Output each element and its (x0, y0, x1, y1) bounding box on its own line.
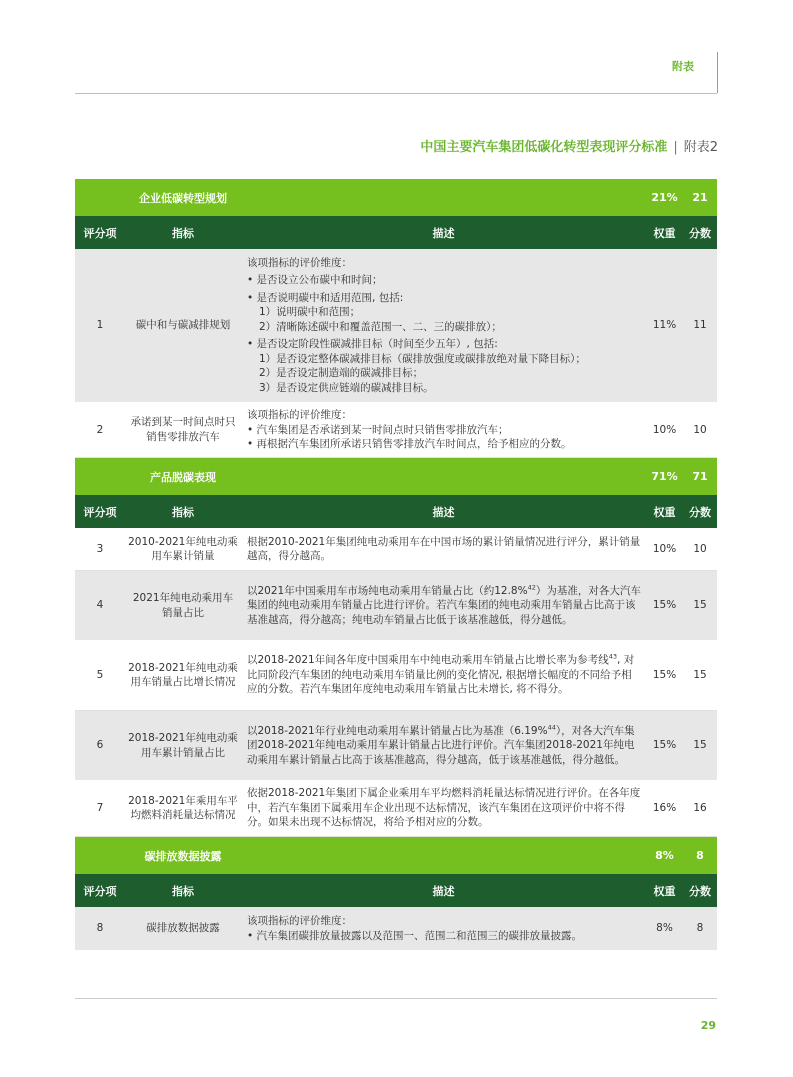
col-item: 评分项 (83, 505, 117, 519)
footnote-ref: 43 (608, 652, 618, 661)
row-score: 10 (693, 542, 707, 555)
row-weight: 15% (652, 599, 677, 612)
row-indicator: 2018-2021年纯电动乘用车累计销量占比 (128, 732, 238, 759)
table-row (75, 780, 717, 837)
footer-divider (75, 998, 717, 999)
row-number: 5 (96, 668, 104, 681)
column-header-row (75, 495, 717, 528)
row-number: 7 (96, 801, 104, 814)
row-number: 3 (96, 542, 104, 555)
row-number: 4 (96, 599, 104, 612)
row-weight: 16% (652, 801, 677, 814)
row-score: 15 (693, 668, 707, 681)
col-item: 评分项 (83, 884, 117, 898)
row-indicator: 2021年纯电动乘用车销量占比 (132, 592, 234, 619)
section-weight: 8% (655, 849, 674, 862)
section-name: 企业低碳转型规划 (139, 191, 227, 205)
row-description: 该项指标的评价维度： • 汽车集团是否承诺到某一时间点时只销售零排放汽车； • 再根据汽车集团所承诺只销售零排放汽车时间点，给予相应的分数。 (247, 409, 572, 450)
row-weight: 8% (656, 922, 673, 935)
scoring-table (75, 179, 717, 950)
row-description: 以2018-2021年行业纯电动乘用车累计销量占比为基准（6.19%$^{44}$），对各大汽车集团2018-2021年纯电动乘用车累计销量占比进行评价。汽车集团2018-2021年纯电动乘用车累计销量占比高于该基准越高，得分越高，低于该基准越低，得分越低。 (247, 723, 635, 766)
row-indicator: 碳中和与碳减排规划 (135, 319, 231, 332)
section-score: 21 (692, 191, 708, 204)
row-score: 8 (696, 922, 704, 935)
page-number: 29 (700, 1019, 716, 1032)
table-row (75, 402, 717, 458)
section-tag: 附表 (672, 60, 694, 73)
table-row (75, 711, 717, 780)
footnote-ref: 44 (547, 723, 556, 732)
col-description: 描述 (432, 226, 455, 240)
col-weight: 权重 (653, 884, 676, 898)
row-indicator: 承诺到某一时间点时只销售零排放汽车 (130, 416, 236, 443)
col-description: 描述 (432, 505, 455, 519)
header-divider-horizontal (75, 93, 717, 94)
row-description: 该项指标的评价维度： • 汽车集团碳排放量披露以及范围一、范围二和范围三的碳排放量披露。 (247, 915, 583, 942)
row-indicator: 2018-2021年乘用车平均燃料消耗量达标情况 (128, 794, 238, 821)
table-row (75, 249, 717, 402)
section-score: 71 (692, 470, 708, 483)
col-indicator: 指标 (172, 884, 194, 898)
row-number: 8 (96, 922, 104, 935)
row-score: 11 (693, 319, 707, 332)
section-header (75, 458, 717, 495)
row-number: 2 (96, 423, 104, 436)
section-weight: 21% (651, 191, 678, 204)
row-number: 6 (96, 739, 104, 752)
column-header-row (75, 874, 717, 907)
section-name: 产品脱碳表现 (150, 470, 216, 484)
appendix-label: 附表2 (683, 140, 718, 155)
table-row (75, 640, 717, 711)
row-description: 以2018-2021年间各年度中国乘用车中纯电动乘用车销量占比增长率为参考线$^{43}$, 对比同阶段汽车集团的纯电动乘用车销量比例的变化情况, 根据增长幅度的不同给予相应的分数。若汽车集团年度纯电动乘用车销量占比未增长, 将不得分。 (247, 652, 635, 696)
row-weight: 15% (652, 668, 677, 681)
column-header-row (75, 216, 717, 249)
table-title: 中国主要汽车集团低碳化转型表现评分标准 (420, 140, 668, 155)
row-weight: 10% (652, 423, 677, 436)
row-weight: 15% (652, 739, 677, 752)
row-description: 该项指标的评价维度： • 是否设立公布碳中和时间； • 是否说明碳中和适用范围, 包括: 1）说明碳中和范围； 2）清晰陈述碳中和覆盖范围一、二、三的碳排放）； • 是否设定阶段性碳减排目标（时间至少五年）, 包括: 1）是否设定整体碳减排目标（碳排放强度或碳排放绝对量下降目标）； 2）是否设定制造端的碳减排目标； 3）是否设定供应链端的碳减排目标。 (247, 256, 586, 394)
col-score: 分数 (689, 505, 711, 519)
row-indicator: 碳排放数据披露 (146, 922, 220, 935)
col-item: 评分项 (83, 226, 117, 240)
title-separator: | (673, 140, 678, 155)
row-score: 15 (693, 599, 707, 612)
col-indicator: 指标 (172, 226, 194, 240)
row-score: 15 (693, 739, 707, 752)
row-score: 16 (693, 801, 707, 814)
col-indicator: 指标 (172, 505, 194, 519)
table-row (75, 571, 717, 640)
row-indicator: 2010-2021年纯电动乘用车累计销量 (128, 535, 238, 562)
row-score: 10 (693, 423, 707, 436)
row-weight: 10% (652, 542, 677, 555)
col-weight: 权重 (653, 226, 676, 240)
table-row (75, 528, 717, 571)
section-score: 8 (696, 849, 704, 862)
header-divider-vertical (717, 52, 718, 93)
footnote-ref: 42 (527, 583, 536, 592)
table-row (75, 907, 717, 950)
col-weight: 权重 (653, 505, 676, 519)
row-indicator: 2018-2021年纯电动乘用车销量占比增长情况 (128, 661, 238, 688)
col-score: 分数 (689, 226, 711, 240)
section-weight: 71% (651, 470, 678, 483)
section-name: 碳排放数据披露 (144, 849, 222, 863)
col-score: 分数 (689, 884, 711, 898)
row-description: 以2021年中国乘用车市场纯电动乘用车销量占比（约12.8%$^{42}$）为基准，对各大汽车集团的纯电动乘用车销量占比进行评价。若汽车集团的纯电动乘用车销量占比高于该基准越高，得分越高；纯电动车销量占比低于该基准越低，得分越低。 (247, 583, 641, 626)
page-title (420, 136, 718, 155)
section-header (75, 837, 717, 874)
row-description: 依据2018-2021年集团下属企业乘用车平均燃料消耗量达标情况进行评价。在各年度中，若汽车集团下属乘用车企业出现不达标情况，该汽车集团在这项评价中将不得分。如果未出现不达标情况，将给予相对应的分数。 (247, 787, 641, 829)
row-weight: 11% (652, 319, 677, 332)
section-header (75, 179, 717, 216)
row-number: 1 (96, 319, 104, 332)
col-description: 描述 (432, 884, 455, 898)
row-description: 根据2010-2021年集团纯电动乘用车在中国市场的累计销量情况进行评分，累计销量越高，得分越高。 (247, 535, 641, 562)
